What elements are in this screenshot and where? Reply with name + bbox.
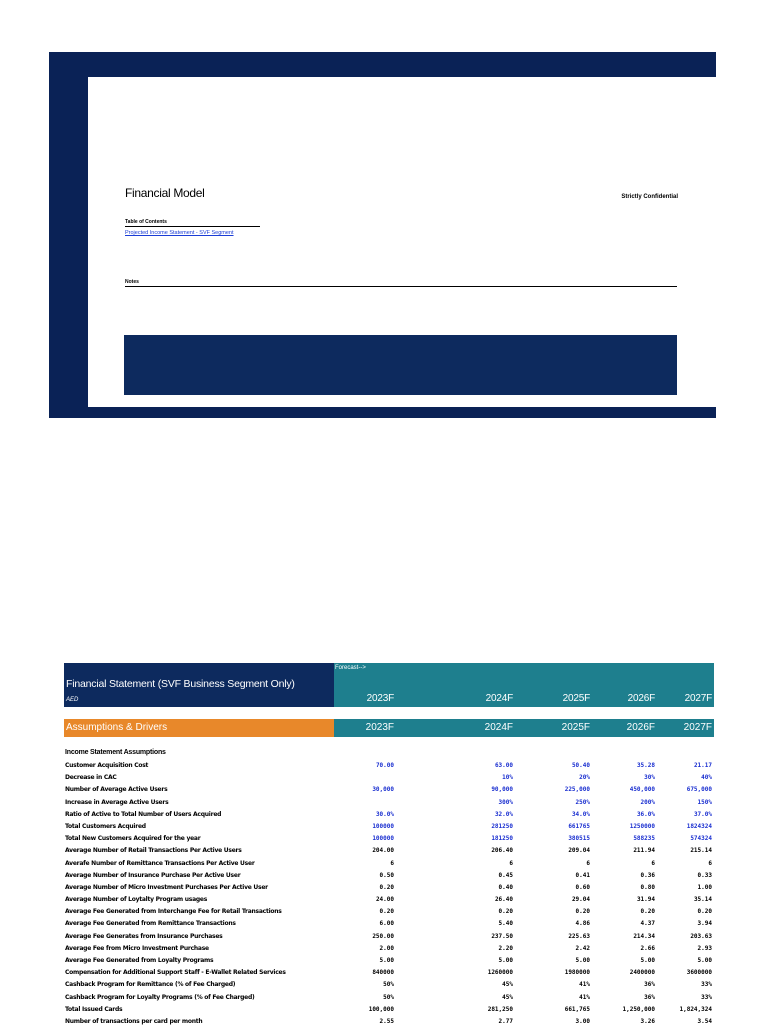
row-cell-year-3[interactable]: 200%	[640, 798, 655, 806]
row-cell-year-2[interactable]: 1980000	[564, 969, 590, 977]
row-label: Total Customers Acquired	[65, 822, 146, 830]
row-cell-year-4[interactable]: 40%	[701, 774, 712, 782]
toc-divider	[125, 226, 260, 227]
row-cell-year-4[interactable]: 203.63	[690, 932, 712, 940]
assumptions-year-0: 2023F	[365, 722, 394, 733]
cover-footer-band	[124, 335, 677, 395]
row-cell-year-3[interactable]: 214.34	[633, 932, 655, 940]
row-cell-year-2[interactable]: 29.04	[571, 896, 590, 904]
row-label: Cashback Program for Loyalty Programs (% of Fee Charged)	[65, 993, 255, 1001]
row-cell-year-4[interactable]: 3.94	[697, 920, 712, 928]
row-cell-year-1[interactable]: 206.40	[491, 847, 513, 855]
row-cell-year-0[interactable]: 2.55	[379, 1017, 394, 1025]
row-cell-year-0[interactable]: 100,000	[368, 1005, 394, 1013]
row-cell-year-1[interactable]: 0.20	[498, 908, 513, 916]
assumption-rows	[64, 760, 714, 1028]
forecast-label: Forecast-->	[335, 665, 366, 671]
header-year-0: 2023F	[366, 693, 394, 704]
row-label: Average Number of Loytalty Program usages	[65, 896, 208, 904]
row-cell-year-1[interactable]: 6	[509, 859, 513, 867]
row-cell-year-2[interactable]: 4.86	[575, 920, 590, 928]
row-cell-year-3[interactable]: 30%	[644, 774, 655, 782]
row-label: Ratio of Active to Total Number of Users Acquired	[65, 810, 222, 818]
row-cell-year-1[interactable]: 32.0%	[494, 810, 513, 818]
table-row	[64, 845, 714, 857]
assumptions-year-3: 2026F	[626, 722, 655, 733]
row-cell-year-3[interactable]: 1,250,000	[622, 1005, 655, 1013]
row-cell-year-4[interactable]: 1,824,324	[679, 1005, 712, 1013]
currency-label: AED	[66, 697, 79, 703]
row-cell-year-1[interactable]: 5.40	[498, 920, 513, 928]
row-cell-year-2[interactable]: 225,000	[564, 786, 590, 794]
row-cell-year-1[interactable]: 237.50	[491, 932, 513, 940]
table-row	[64, 967, 714, 979]
toc-link-income-statement[interactable]: Projected Income Statement - SVF Segment	[125, 230, 234, 236]
row-cell-year-0[interactable]: 50%	[383, 981, 394, 989]
sheet-header	[64, 663, 714, 707]
table-row	[64, 870, 714, 882]
row-cell-year-4[interactable]: 0.33	[697, 871, 712, 879]
table-row	[64, 918, 714, 930]
row-cell-year-2[interactable]: 661765	[568, 822, 590, 830]
row-cell-year-2[interactable]: 661,765	[564, 1005, 590, 1013]
row-cell-year-0[interactable]: 2.00	[379, 944, 394, 952]
row-label: Average Fee Generated from Remittance Transactions	[65, 920, 236, 928]
row-cell-year-4[interactable]: 6	[708, 859, 712, 867]
row-cell-year-2[interactable]: 0.41	[575, 871, 590, 879]
row-cell-year-3[interactable]: 3.26	[640, 1017, 655, 1025]
row-cell-year-0[interactable]: 100000	[372, 835, 394, 843]
row-label: Average Fee Generated from Interchange Fee for Retail Transactions	[65, 908, 282, 916]
assumptions-title: Assumptions & Drivers	[66, 722, 168, 733]
row-cell-year-1[interactable]: 10%	[502, 774, 513, 782]
row-cell-year-1[interactable]: 0.45	[498, 871, 513, 879]
row-cell-year-3[interactable]: 450,000	[629, 786, 655, 794]
row-cell-year-2[interactable]: 6	[586, 859, 590, 867]
row-cell-year-0[interactable]: 0.50	[379, 871, 394, 879]
row-cell-year-3[interactable]: 0.36	[640, 871, 655, 879]
row-label: Average Fee from Micro Investment Purchase	[65, 944, 209, 952]
notes-divider	[125, 286, 677, 287]
row-cell-year-0[interactable]: 0.20	[379, 883, 394, 891]
table-row	[64, 797, 714, 809]
row-cell-year-1[interactable]: 281250	[491, 822, 513, 830]
row-cell-year-1[interactable]: 26.40	[494, 896, 513, 904]
row-cell-year-2[interactable]: 20%	[579, 774, 590, 782]
table-row	[64, 906, 714, 918]
row-label: Average Fee Generated from Loyalty Programs	[65, 957, 214, 964]
row-cell-year-2[interactable]: 0.20	[575, 908, 590, 916]
table-row	[64, 772, 714, 784]
row-label: Increase in Average Active Users	[65, 798, 169, 806]
row-cell-year-4[interactable]: 150%	[697, 798, 712, 806]
row-cell-year-0[interactable]: 100000	[372, 822, 394, 830]
row-label: Number of Average Active Users	[65, 786, 168, 794]
row-label: Total New Customers Acquired for the year	[65, 835, 201, 843]
row-cell-year-3[interactable]: 35.28	[636, 762, 655, 769]
row-label: Total Issued Cards	[65, 1005, 123, 1013]
row-cell-year-4[interactable]: 1.00	[697, 883, 712, 891]
table-row	[64, 821, 714, 833]
row-label: Average Number of Insurance Purchase Per Active User	[65, 871, 241, 879]
row-cell-year-1[interactable]: 63.00	[494, 762, 513, 769]
row-cell-year-1[interactable]: 0.40	[498, 883, 513, 891]
table-row	[64, 784, 714, 796]
row-label: Averafe Number of Remittance Transactions Per Active User	[65, 859, 255, 867]
row-cell-year-0[interactable]: 0.20	[379, 908, 394, 916]
sheet-title: Financial Statement (SVF Business Segment Only)	[66, 678, 295, 690]
toc-label: Table of Contents	[125, 219, 167, 225]
row-cell-year-2[interactable]: 5.00	[575, 957, 590, 964]
row-cell-year-3[interactable]: 31.94	[636, 896, 655, 904]
row-cell-year-3[interactable]: 1250000	[629, 822, 655, 830]
table-row	[64, 760, 714, 772]
row-label: Number of transactions per card per month	[65, 1017, 203, 1025]
row-cell-year-2[interactable]: 2.42	[575, 944, 590, 952]
row-cell-year-2[interactable]: 3.00	[575, 1017, 590, 1025]
row-cell-year-1[interactable]: 300%	[498, 798, 513, 806]
row-label: Decrease in CAC	[65, 774, 117, 782]
row-cell-year-1[interactable]: 2.77	[498, 1017, 513, 1025]
row-cell-year-1[interactable]: 5.00	[498, 957, 513, 964]
row-cell-year-0[interactable]: 30,000	[372, 786, 394, 794]
row-cell-year-4[interactable]: 574324	[690, 835, 712, 843]
row-cell-year-2[interactable]: 41%	[579, 993, 590, 1001]
row-cell-year-1[interactable]: 90,000	[491, 786, 513, 794]
row-cell-year-1[interactable]: 45%	[502, 993, 513, 1001]
row-label: Average Fee Generates from Insurance Purchases	[65, 932, 223, 940]
row-cell-year-0[interactable]: 24.00	[375, 896, 394, 904]
model-title: Financial Model	[125, 186, 205, 200]
row-cell-year-4[interactable]: 0.20	[697, 908, 712, 916]
assumptions-header	[64, 719, 714, 737]
row-cell-year-1[interactable]: 181250	[491, 835, 513, 843]
row-cell-year-4[interactable]: 3600000	[686, 969, 712, 977]
row-cell-year-4[interactable]: 1824324	[686, 822, 712, 830]
row-cell-year-2[interactable]: 380515	[568, 835, 590, 843]
table-row	[64, 931, 714, 943]
assumptions-year-2: 2025F	[561, 722, 590, 733]
confidential-label: Strictly Confidential	[621, 194, 678, 200]
table-row	[64, 979, 714, 991]
row-cell-year-4[interactable]: 675,000	[686, 786, 712, 794]
row-cell-year-0[interactable]: 5.00	[379, 957, 394, 964]
row-label: Average Number of Micro Investment Purchases Per Active User	[65, 883, 268, 891]
row-cell-year-1[interactable]: 45%	[502, 981, 513, 989]
row-cell-year-3[interactable]: 0.20	[640, 908, 655, 916]
row-cell-year-2[interactable]: 41%	[579, 981, 590, 989]
row-cell-year-3[interactable]: 36%	[644, 993, 655, 1001]
row-cell-year-4[interactable]: 33%	[701, 993, 712, 1001]
row-cell-year-3[interactable]: 2400000	[629, 969, 655, 977]
row-cell-year-4[interactable]: 215.14	[690, 847, 712, 855]
row-cell-year-0[interactable]: 250.00	[372, 932, 394, 940]
row-cell-year-0[interactable]: 204.00	[372, 847, 394, 855]
row-cell-year-3[interactable]: 0.80	[640, 883, 655, 891]
row-cell-year-3[interactable]: 588235	[633, 835, 655, 843]
row-cell-year-0[interactable]: 840000	[372, 969, 394, 977]
row-cell-year-0[interactable]: 30.0%	[375, 810, 394, 818]
row-cell-year-3[interactable]: 211.94	[633, 847, 655, 855]
table-row	[64, 894, 714, 906]
row-cell-year-3[interactable]: 5.00	[640, 957, 655, 964]
row-cell-year-2[interactable]: 34.0%	[571, 810, 590, 818]
row-label: Average Number of Retail Transactions Per Active Users	[65, 847, 242, 855]
row-label: Cashback Program for Remittance (% of Fee Charged)	[65, 981, 236, 989]
header-year-1: 2024F	[485, 693, 513, 704]
row-cell-year-3[interactable]: 6	[651, 859, 655, 867]
table-row	[64, 1016, 714, 1028]
row-cell-year-4[interactable]: 3.54	[697, 1017, 712, 1025]
header-year-3: 2026F	[627, 693, 655, 704]
table-row	[64, 1004, 714, 1016]
row-cell-year-3[interactable]: 36.0%	[636, 810, 655, 818]
assumptions-year-4: 2027F	[683, 722, 712, 733]
row-cell-year-4[interactable]: 2.93	[697, 944, 712, 952]
row-label: Compensation for Additional Support Staff - E-Wallet Related Services	[65, 969, 286, 977]
table-row	[64, 882, 714, 894]
header-year-2: 2025F	[562, 693, 590, 704]
table-row	[64, 809, 714, 821]
row-cell-year-0[interactable]: 70.00	[375, 762, 394, 769]
header-year-4: 2027F	[684, 693, 712, 704]
row-cell-year-1[interactable]: 1260000	[487, 969, 513, 977]
assumptions-year-1: 2024F	[484, 722, 513, 733]
row-cell-year-1[interactable]: 281,250	[487, 1005, 513, 1013]
row-cell-year-4[interactable]: 37.0%	[693, 810, 712, 818]
row-cell-year-2[interactable]: 209.04	[568, 847, 590, 855]
row-cell-year-3[interactable]: 4.37	[640, 920, 655, 928]
row-cell-year-3[interactable]: 36%	[644, 981, 655, 989]
notes-label: Notes	[125, 279, 139, 285]
table-row	[64, 833, 714, 845]
table-row	[64, 943, 714, 955]
financial-statement-sheet	[64, 663, 714, 1025]
table-row	[64, 992, 714, 1004]
row-cell-year-0[interactable]: 6	[390, 859, 394, 867]
row-cell-year-2[interactable]: 250%	[575, 798, 590, 806]
section-title: Income Statement Assumptions	[65, 749, 166, 756]
row-cell-year-4[interactable]: 21.17	[693, 762, 712, 769]
row-cell-year-4[interactable]: 35.14	[693, 896, 712, 904]
row-cell-year-4[interactable]: 5.00	[697, 957, 712, 964]
row-cell-year-0[interactable]: 6.00	[379, 920, 394, 928]
row-label: Customer Acquisition Cost	[65, 762, 149, 769]
row-cell-year-4[interactable]: 33%	[701, 981, 712, 989]
row-cell-year-2[interactable]: 50.40	[571, 762, 590, 769]
row-cell-year-0[interactable]: 50%	[383, 993, 394, 1001]
row-cell-year-2[interactable]: 225.63	[568, 932, 590, 940]
row-cell-year-1[interactable]: 2.20	[498, 944, 513, 952]
row-cell-year-2[interactable]: 0.60	[575, 883, 590, 891]
table-row	[64, 858, 714, 870]
table-row	[64, 955, 714, 967]
row-cell-year-3[interactable]: 2.66	[640, 944, 655, 952]
